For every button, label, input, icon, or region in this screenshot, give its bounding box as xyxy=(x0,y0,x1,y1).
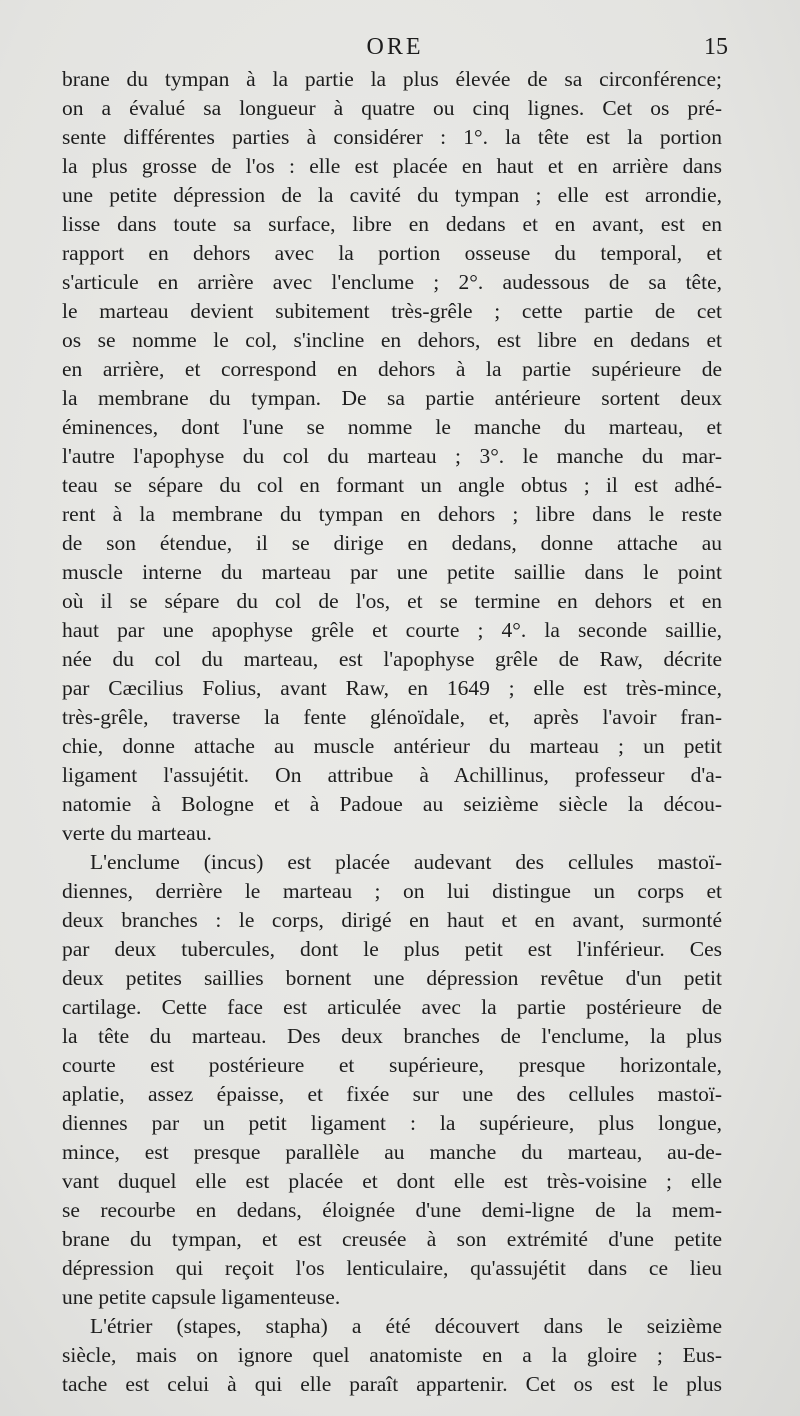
text-line: deux branches : le corps, dirigé en haut et en avant, surmonté xyxy=(62,908,722,932)
text-line: tache est celui à qui elle paraît appartenir. Cet os est le plus xyxy=(62,1372,722,1396)
text-line: la tête du marteau. Des deux branches de l'enclume, la plus xyxy=(62,1024,722,1048)
text-line: aplatie, assez épaisse, et fixée sur une des cellules mastoï- xyxy=(62,1082,722,1106)
text-line: où il se sépare du col de l'os, et se termine en dehors et en xyxy=(62,589,722,613)
text-line: la membrane du tympan. De sa partie antérieure sortent deux xyxy=(62,386,722,410)
text-line: rapport en dehors avec la portion osseuse du temporal, et xyxy=(62,241,722,265)
text-line: deux petites saillies bornent une dépression revêtue d'un petit xyxy=(62,966,722,990)
running-head: ORE xyxy=(366,34,424,60)
text-line: os se nomme le col, s'incline en dehors, est libre en dedans et xyxy=(62,328,722,352)
text-line: chie, donne attache au muscle antérieur du marteau ; un petit xyxy=(62,734,722,758)
text-line: mince, est presque parallèle au manche du marteau, au-de- xyxy=(62,1140,722,1164)
text-line: dépression qui reçoit l'os lenticulaire, qu'assujétit dans ce lieu xyxy=(62,1256,722,1280)
text-line: s'articule en arrière avec l'enclume ; 2°. audessous de sa tête, xyxy=(62,270,722,294)
text-line: par Cæcilius Folius, avant Raw, en 1649 ; elle est très-mince, xyxy=(62,676,722,700)
text-line: sente différentes parties à considérer : 1°. la tête est la portion xyxy=(62,125,722,149)
text-line: par deux tubercules, dont le plus petit est l'inférieur. Ces xyxy=(62,937,722,961)
text-line: siècle, mais on ignore quel anatomiste en a la gloire ; Eus- xyxy=(62,1343,722,1367)
page-header xyxy=(62,34,728,66)
text-line: lisse dans toute sa surface, libre en dedans et en avant, est en xyxy=(62,212,722,236)
text-line: teau se sépare du col en formant un angle obtus ; il est adhé- xyxy=(62,473,722,497)
body-text xyxy=(62,65,722,1399)
text-line: une petite capsule ligamenteuse. xyxy=(62,1285,341,1309)
text-line: cartilage. Cette face est articulée avec la partie postérieure de xyxy=(62,995,722,1019)
text-line: muscle interne du marteau par une petite saillie dans le point xyxy=(62,560,722,584)
text-line: la plus grosse de l'os : elle est placée en haut et en arrière dans xyxy=(62,154,722,178)
text-line: haut par une apophyse grêle et courte ; 4°. la seconde saillie, xyxy=(62,618,722,642)
text-line: brane du tympan, et est creusée à son extrémité d'une petite xyxy=(62,1227,722,1251)
text-line: vant duquel elle est placée et dont elle est très-voisine ; elle xyxy=(62,1169,722,1193)
text-line: diennes par un petit ligament : la supérieure, plus longue, xyxy=(62,1111,722,1135)
text-line: ligament l'assujétit. On attribue à Achillinus, professeur d'a- xyxy=(62,763,722,787)
text-line: diennes, derrière le marteau ; on lui distingue un corps et xyxy=(62,879,722,903)
text-line: rent à la membrane du tympan en dehors ; libre dans le reste xyxy=(62,502,722,526)
text-line: très-grêle, traverse la fente glénoïdale, et, après l'avoir fran- xyxy=(62,705,722,729)
text-line: L'étrier (stapes, stapha) a été découvert dans le seizième xyxy=(90,1314,722,1338)
text-line: courte est postérieure et supérieure, presque horizontale, xyxy=(62,1053,722,1077)
text-line: une petite dépression de la cavité du tympan ; elle est arrondie, xyxy=(62,183,722,207)
page-number: 15 xyxy=(704,34,728,60)
text-line: verte du marteau. xyxy=(62,821,212,845)
text-line: née du col du marteau, est l'apophyse grêle de Raw, décrite xyxy=(62,647,722,671)
text-line: on a évalué sa longueur à quatre ou cinq lignes. Cet os pré- xyxy=(62,96,722,120)
text-line: l'autre l'apophyse du col du marteau ; 3°. le manche du mar- xyxy=(62,444,722,468)
text-line: brane du tympan à la partie la plus élevée de sa circonférence; xyxy=(62,67,722,91)
text-line: se recourbe en dedans, éloignée d'une demi-ligne de la mem- xyxy=(62,1198,722,1222)
text-line: en arrière, et correspond en dehors à la partie supérieure de xyxy=(62,357,722,381)
text-line: L'enclume (incus) est placée audevant des cellules mastoï- xyxy=(90,850,722,874)
text-line: éminences, dont l'une se nomme le manche du marteau, et xyxy=(62,415,722,439)
text-line: de son étendue, il se dirige en dedans, donne attache au xyxy=(62,531,722,555)
text-line: natomie à Bologne et à Padoue au seizième siècle la décou- xyxy=(62,792,722,816)
text-line: le marteau devient subitement très-grêle ; cette partie de cet xyxy=(62,299,722,323)
